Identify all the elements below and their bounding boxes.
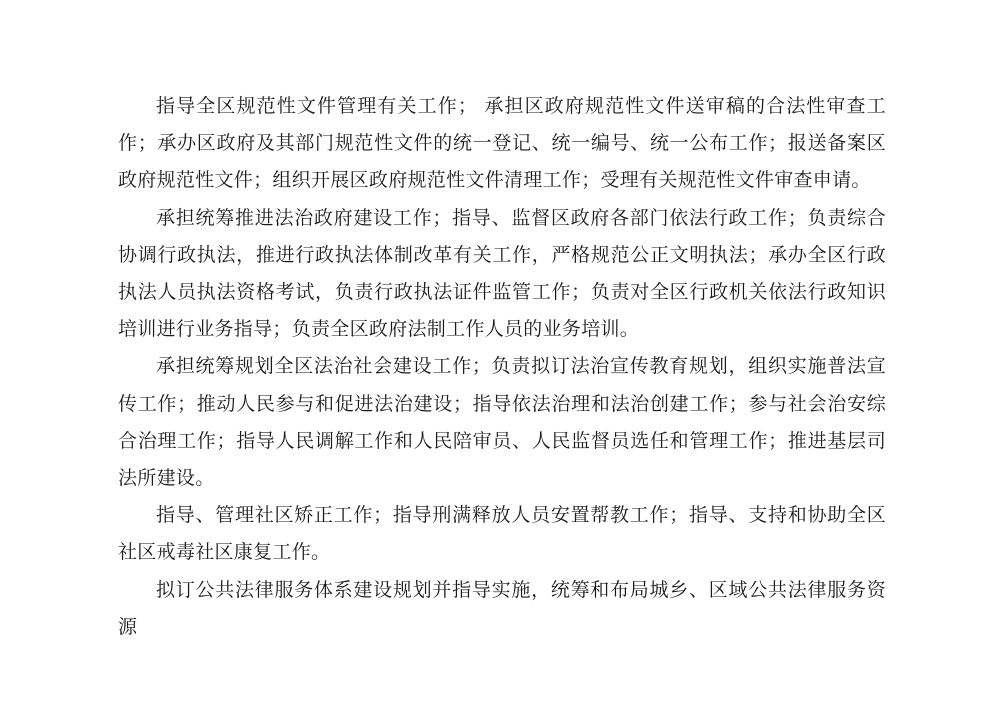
paragraph-community-correction: 指导、管理社区矫正工作；指导刑满释放人员安置帮教工作；指导、支持和协助全区社区戒毒社区康复工作。 [118, 504, 886, 564]
paragraph-rule-of-law-government: 承担统筹推进法治政府建设工作；指导、监督区政府各部门依法行政工作；负责综合协调行政执法，推进行政执法体制改革有关工作，严格规范公正文明执法；承办全区行政执法人员执法资格考试，负责行政执法证件监管工作；负责对全区行政机关依法行政知识培训进行业务指导；负责全区政府法制工作人员的业务培训。 [118, 206, 886, 341]
paragraph-rule-of-law-society: 承担统筹规划全区法治社会建设工作；负责拟订法治宣传教育规划，组织实施普法宣传工作；推动人民参与和促进法治建设；指导依法治理和法治创建工作；参与社会治安综合治理工作；指导人民调解工作和人民陪审员、人民监督员选任和管理工作；推进基层司法所建设。 [118, 355, 886, 490]
paragraph-public-legal-services: 拟订公共法律服务体系建设规划并指导实施，统筹和布局城乡、区域公共法律服务资源 [118, 578, 886, 638]
document-body [118, 88, 886, 646]
paragraph-normative-documents: 指导全区规范性文件管理有关工作； 承担区政府规范性文件送审稿的合法性审查工作；承办区政府及其部门规范性文件的统一登记、统一编号、统一公布工作；报送备案区政府规范性文件；组织开展区政府规范性文件清理工作；受理有关规范性文件审查申请。 [118, 95, 886, 192]
